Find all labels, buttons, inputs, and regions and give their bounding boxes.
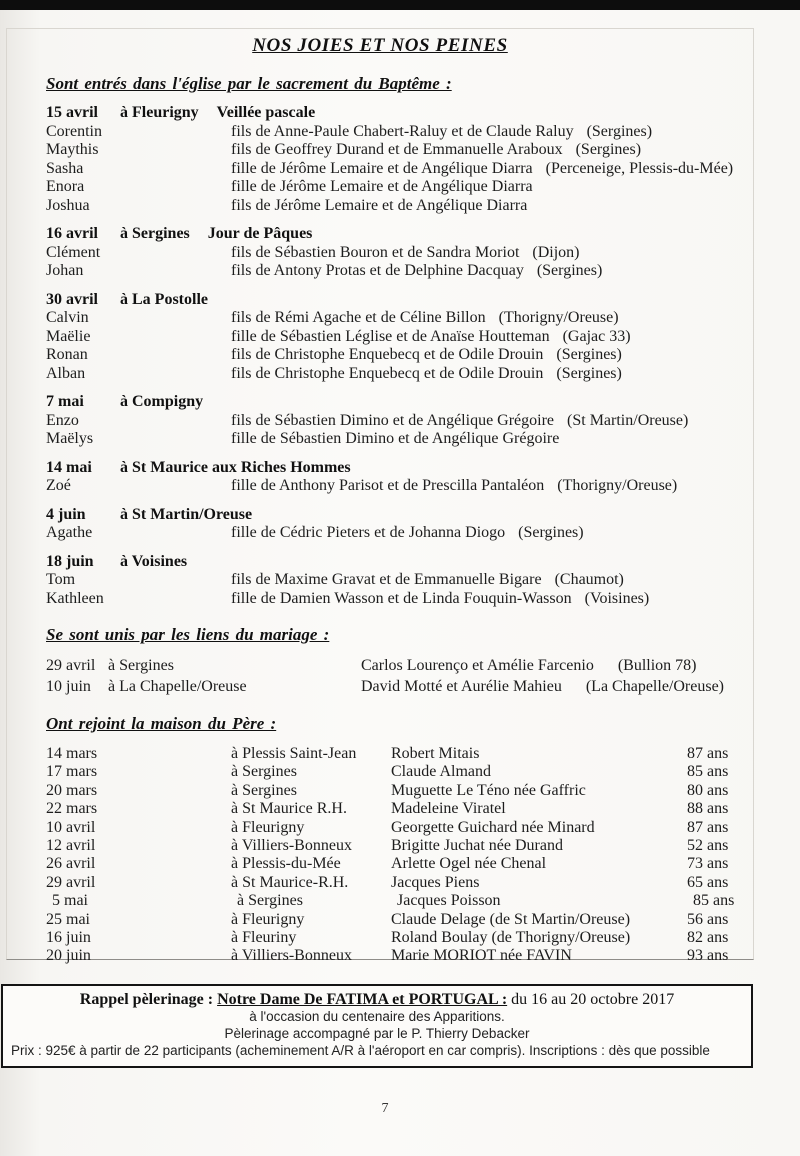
death-age: 65 ans bbox=[687, 873, 729, 891]
group-place: à Compigny bbox=[120, 393, 204, 410]
marriage-list bbox=[46, 655, 753, 697]
child-name: Kathleen bbox=[46, 589, 104, 607]
origin: (Voisines) bbox=[584, 589, 650, 607]
death-row bbox=[46, 782, 753, 800]
pilgrimage-label: Rappel pèlerinage : bbox=[79, 991, 214, 1008]
death-age: 80 ans bbox=[687, 781, 729, 799]
baptisms-heading: Sont entrés dans l'église par le sacrement du Baptême : bbox=[46, 74, 452, 93]
parents: fille de Jérôme Lemaire et de Angélique Diarra bbox=[231, 178, 533, 195]
pilgrimage-dates: du 16 au 20 octobre 2017 bbox=[511, 991, 675, 1008]
baptism-row bbox=[46, 262, 753, 281]
page-content bbox=[6, 28, 754, 965]
child-name: Zoé bbox=[46, 477, 71, 494]
origin: (Sergines) bbox=[556, 364, 622, 382]
death-date: 26 avril bbox=[46, 855, 96, 873]
death-row bbox=[46, 947, 753, 965]
parents: fille de Anthony Parisot et de Prescilla Pantaléon bbox=[231, 477, 545, 494]
pilgrimage-notice-box bbox=[1, 984, 753, 1068]
marriage-place: à Sergines bbox=[108, 657, 174, 674]
baptism-row bbox=[46, 197, 753, 216]
death-place: à Villiers-Bonneux bbox=[231, 947, 352, 965]
group-place: à Fleurigny bbox=[120, 104, 199, 121]
parents: fils de Christophe Enquebecq et de Odile Drouin bbox=[231, 346, 544, 363]
baptism-group-header bbox=[46, 291, 753, 310]
death-place: à Villiers-Bonneux bbox=[231, 837, 352, 855]
group-place: à Sergines bbox=[120, 225, 190, 242]
death-age: 87 ans bbox=[687, 745, 729, 762]
death-name: Claude Almand bbox=[391, 763, 491, 781]
death-name: Brigitte Juchat née Durand bbox=[391, 837, 563, 855]
origin: (Sergines) bbox=[586, 122, 653, 140]
baptism-group-header bbox=[46, 225, 753, 244]
death-list bbox=[46, 745, 753, 966]
group-place: à St Martin/Oreuse bbox=[120, 505, 253, 523]
parents: fille de Sébastien Léglise et de Anaïse Houtteman bbox=[231, 327, 550, 345]
baptism-group-header bbox=[46, 393, 753, 412]
origin: (Sergines) bbox=[518, 524, 584, 541]
origin: (Thorigny/Oreuse) bbox=[557, 477, 678, 494]
origin: (Sergines) bbox=[536, 262, 603, 279]
death-row bbox=[46, 911, 753, 929]
death-date: 22 mars bbox=[46, 800, 98, 818]
marriage-row bbox=[46, 655, 753, 676]
marriages-heading: Se sont unis par les liens du mariage : bbox=[46, 625, 330, 644]
child-name: Corentin bbox=[46, 122, 102, 140]
death-age: 85 ans bbox=[687, 763, 729, 781]
death-name: Marie MORIOT née FAVIN bbox=[391, 947, 572, 965]
baptism-row bbox=[46, 430, 753, 449]
child-name: Enora bbox=[46, 178, 85, 195]
death-age: 88 ans bbox=[687, 800, 729, 818]
origin: (Chaumot) bbox=[554, 571, 624, 588]
baptism-group bbox=[46, 393, 753, 449]
death-date: 16 juin bbox=[46, 929, 91, 947]
death-row bbox=[46, 929, 753, 947]
death-row bbox=[46, 892, 753, 910]
baptism-group bbox=[46, 104, 753, 215]
origin: (Gajac 33) bbox=[562, 327, 631, 345]
pilgrimage-guide: Pèlerinage accompagné par le P. Thierry Debacker bbox=[224, 1025, 530, 1041]
baptism-group-header bbox=[46, 553, 753, 572]
origin: (St Martin/Oreuse) bbox=[567, 411, 689, 429]
group-place: à Voisines bbox=[120, 552, 188, 570]
child-name: Maëlys bbox=[46, 430, 94, 447]
parents: fils de Geoffrey Durand et de Emmanuelle Araboux bbox=[231, 141, 563, 158]
death-place: à St Maurice-R.H. bbox=[231, 873, 349, 891]
death-date: 20 mars bbox=[46, 781, 98, 799]
origin: (Sergines) bbox=[556, 346, 622, 363]
parents: fille de Damien Wasson et de Linda Fouquin-Wasson bbox=[231, 589, 572, 607]
page-title: NOS JOIES ET NOS PEINES bbox=[252, 35, 508, 56]
baptism-row bbox=[46, 309, 753, 328]
death-age: 87 ans bbox=[687, 818, 729, 836]
baptism-group-header bbox=[46, 104, 753, 123]
death-name: Georgette Guichard née Minard bbox=[391, 818, 595, 836]
death-date: 5 mai bbox=[52, 892, 88, 910]
death-row bbox=[46, 837, 753, 855]
death-row bbox=[46, 855, 753, 873]
death-age: 93 ans bbox=[687, 947, 729, 965]
death-row bbox=[46, 800, 753, 818]
parents: fille de Sébastien Dimino et de Angélique Grégoire bbox=[231, 430, 560, 447]
death-name: Madeleine Viratel bbox=[391, 800, 506, 818]
death-date: 17 mars bbox=[46, 763, 98, 781]
group-event: Veillée pascale bbox=[216, 104, 316, 121]
death-date: 12 avril bbox=[46, 837, 96, 855]
group-date: 14 mai bbox=[46, 458, 92, 476]
pilgrimage-price: Prix : 925€ à partir de 22 participants (acheminement A/R à l'aéroport en car compris). Inscriptions : dès que possible bbox=[11, 1043, 710, 1058]
baptism-row bbox=[46, 477, 753, 496]
death-age: 82 ans bbox=[687, 929, 729, 947]
group-event: Jour de Pâques bbox=[207, 225, 313, 242]
baptism-row bbox=[46, 244, 753, 263]
baptism-group bbox=[46, 553, 753, 609]
origin: (Perceneige, Plessis-du-Mée) bbox=[545, 159, 734, 177]
group-date: 7 mai bbox=[46, 393, 84, 410]
baptism-row bbox=[46, 571, 753, 590]
baptism-row bbox=[46, 123, 753, 142]
baptism-row bbox=[46, 178, 753, 197]
child-name: Sasha bbox=[46, 159, 84, 177]
group-date: 30 avril bbox=[46, 290, 98, 308]
group-date: 15 avril bbox=[46, 104, 98, 121]
marriage-origin: (La Chapelle/Oreuse) bbox=[585, 678, 724, 695]
death-place: à Sergines bbox=[237, 892, 303, 910]
child-name: Joshua bbox=[46, 196, 90, 214]
death-name: Claude Delage (de St Martin/Oreuse) bbox=[391, 910, 631, 928]
origin: (Dijon) bbox=[532, 243, 580, 261]
parents: fils de Rémi Agache et de Céline Billon bbox=[231, 309, 486, 326]
child-name: Maëlie bbox=[46, 327, 91, 345]
child-name: Agathe bbox=[46, 524, 93, 541]
child-name: Alban bbox=[46, 364, 86, 382]
baptism-row bbox=[46, 160, 753, 179]
death-place: à St Maurice R.H. bbox=[231, 800, 347, 818]
baptism-group bbox=[46, 291, 753, 384]
parents: fils de Anne-Paule Chabert-Raluy et de Claude Raluy bbox=[231, 122, 574, 140]
death-date: 25 mai bbox=[46, 910, 90, 928]
marriage-couple: David Motté et Aurélie Mahieu bbox=[361, 678, 562, 695]
death-place: à Sergines bbox=[231, 781, 297, 799]
death-place: à Fleuriny bbox=[231, 929, 297, 947]
child-name: Calvin bbox=[46, 309, 89, 326]
baptism-row bbox=[46, 412, 753, 431]
group-place: à La Postolle bbox=[120, 290, 208, 308]
death-name: Jacques Poisson bbox=[397, 892, 501, 910]
death-age: 73 ans bbox=[687, 855, 729, 873]
page-number: 7 bbox=[381, 1101, 389, 1116]
pilgrimage-occasion: à l'occasion du centenaire des Apparitions. bbox=[249, 1009, 505, 1024]
marriage-date: 29 avril bbox=[46, 657, 96, 674]
child-name: Tom bbox=[46, 571, 76, 588]
death-date: 14 mars bbox=[46, 745, 98, 762]
parents: fille de Cédric Pieters et de Johanna Diogo bbox=[231, 524, 506, 541]
death-name: Jacques Piens bbox=[391, 873, 480, 891]
death-row bbox=[46, 819, 753, 837]
death-place: à Fleurigny bbox=[231, 818, 305, 836]
deaths-heading: Ont rejoint la maison du Père : bbox=[46, 714, 277, 733]
death-place: à Plessis-du-Mée bbox=[231, 855, 341, 873]
baptism-row bbox=[46, 328, 753, 347]
parents: fils de Christophe Enquebecq et de Odile Drouin bbox=[231, 364, 544, 382]
death-row bbox=[46, 763, 753, 781]
death-age: 52 ans bbox=[687, 837, 729, 855]
pilgrimage-destination: Notre Dame De FATIMA et PORTUGAL : bbox=[217, 991, 508, 1008]
child-name: Clément bbox=[46, 243, 101, 261]
baptism-group bbox=[46, 459, 753, 496]
death-date: 10 avril bbox=[46, 818, 96, 836]
baptism-row bbox=[46, 365, 753, 384]
child-name: Johan bbox=[46, 262, 84, 279]
marriage-date: 10 juin bbox=[46, 678, 91, 695]
death-row bbox=[46, 874, 753, 892]
death-age: 85 ans bbox=[693, 892, 735, 910]
group-date: 4 juin bbox=[46, 505, 86, 523]
death-name: Arlette Ogel née Chenal bbox=[391, 855, 547, 873]
death-place: à Sergines bbox=[231, 763, 297, 781]
group-place: à St Maurice aux Riches Hommes bbox=[120, 458, 351, 476]
baptism-row bbox=[46, 346, 753, 365]
death-name: Muguette Le Téno née Gaffric bbox=[391, 781, 586, 799]
parents: fils de Maxime Gravat et de Emmanuelle Bigare bbox=[231, 571, 542, 588]
baptism-row bbox=[46, 524, 753, 543]
parents: fils de Jérôme Lemaire et de Angélique Diarra bbox=[231, 196, 528, 214]
group-date: 16 avril bbox=[46, 225, 98, 242]
death-name: Robert Mitais bbox=[391, 745, 480, 762]
baptism-group bbox=[46, 506, 753, 543]
origin: (Sergines) bbox=[575, 141, 642, 158]
death-age: 56 ans bbox=[687, 910, 729, 928]
group-date: 18 juin bbox=[46, 552, 94, 570]
marriage-origin: (Bullion 78) bbox=[617, 657, 697, 674]
death-name: Roland Boulay (de Thorigny/Oreuse) bbox=[391, 929, 631, 947]
death-place: à Plessis Saint-Jean bbox=[231, 745, 357, 762]
marriage-place: à La Chapelle/Oreuse bbox=[108, 678, 247, 695]
death-row bbox=[46, 745, 753, 763]
baptism-group-header bbox=[46, 459, 753, 478]
parents: fils de Sébastien Dimino et de Angélique Grégoire bbox=[231, 411, 555, 429]
death-date: 20 juin bbox=[46, 947, 91, 965]
baptism-row bbox=[46, 590, 753, 609]
baptism-group bbox=[46, 225, 753, 281]
parents: fils de Sébastien Bouron et de Sandra Moriot bbox=[231, 243, 520, 261]
parents: fille de Jérôme Lemaire et de Angélique Diarra bbox=[231, 159, 533, 177]
origin: (Thorigny/Oreuse) bbox=[498, 309, 619, 326]
child-name: Ronan bbox=[46, 346, 88, 363]
child-name: Enzo bbox=[46, 411, 79, 429]
death-place: à Fleurigny bbox=[231, 910, 305, 928]
scan-edge-bar bbox=[0, 0, 800, 10]
baptism-row bbox=[46, 141, 753, 160]
marriage-row bbox=[46, 676, 753, 697]
child-name: Maythis bbox=[46, 141, 99, 158]
marriage-couple: Carlos Lourenço et Amélie Farcenio bbox=[361, 657, 594, 674]
baptism-group-header bbox=[46, 506, 753, 525]
death-date: 29 avril bbox=[46, 873, 96, 891]
pilgrimage-title-line bbox=[9, 990, 745, 1009]
parents: fils de Antony Protas et de Delphine Dacquay bbox=[231, 262, 524, 279]
